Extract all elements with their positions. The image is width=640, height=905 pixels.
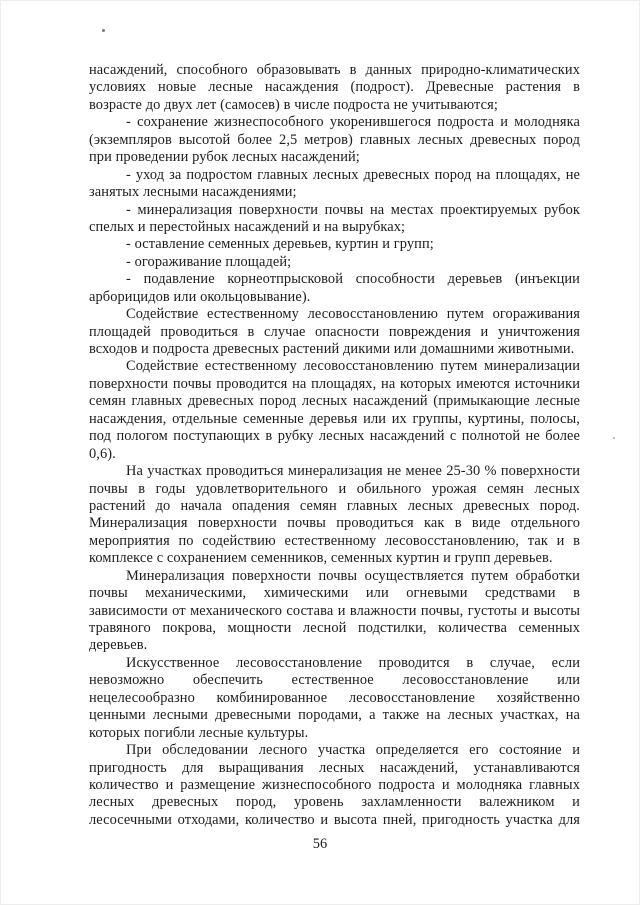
text-line: - сохранение жизнеспособного укоренившегося подроста и молодняка: [126, 114, 580, 131]
text-line: условиях новые лесные насаждения (подрост). Древесные растения в: [89, 79, 580, 96]
text-line: арборицидов или окольцовывание).: [89, 288, 311, 305]
text-line: - подавление корнеотпрысковой способности деревьев (инъекции: [126, 271, 580, 288]
text-line: насаждений, способного образовывать в данных природно-климатических: [89, 62, 580, 78]
scan-speck: [613, 437, 615, 439]
text-line: На участках проводиться минерализация не менее 25-30 % поверхности: [126, 463, 580, 480]
text-line: лесных древесных пород, уровень захламленности валежником и: [89, 794, 580, 811]
text-line: - уход за подростом главных лесных древесных пород на площадях, не: [126, 166, 580, 183]
text-line: количество и размещение жизнеспособного подроста и молодняка главных: [89, 776, 580, 793]
text-line: 0,6).: [89, 445, 116, 462]
text-line: травяного покрова, мощности лесной подстилки, количества семенных: [89, 620, 580, 636]
text-line: возрасте до двух лет (самосев) в числе подроста не учитываются;: [89, 96, 498, 113]
text-line: зависимости от механического состава и влажности почвы, густоты и высоты: [89, 602, 580, 619]
text-line: нецелесообразно комбинированное лесовосстановление хозяйственно: [89, 689, 580, 706]
text-line: насаждения, отдельные семенные деревья или их группы, куртины, полосы,: [89, 410, 580, 427]
text-line: растений до начала опадения семян главных лесных древесных пород.: [89, 497, 580, 514]
text-line: занятых лесными насаждениями;: [89, 184, 297, 201]
text-line: При обследовании лесного участка определяется его состояние и: [126, 742, 580, 759]
page-number: 56: [312, 836, 328, 852]
text-line: деревьев.: [89, 637, 148, 654]
text-line: (экземпляров высотой более 2,5 метров) главных лесных древесных пород: [89, 131, 580, 148]
text-line: - огораживание площадей;: [126, 253, 292, 270]
text-line: почвы в годы удовлетворительного и обильного урожая семян лесных: [89, 480, 580, 497]
text-line: Содействие естественному лесовосстановлению путем минерализации: [126, 358, 580, 375]
text-line: которых погибли лесные культуры.: [89, 724, 309, 741]
text-line: пригодность для выращивания лесных насаждений, устанавливаются: [89, 759, 580, 776]
text-line: Минерализация поверхности почвы осуществляется путем обработки: [126, 567, 580, 584]
text-line: комплексе с сохранением семенников, семенных куртин и групп деревьев.: [89, 550, 553, 567]
text-line: - оставление семенных деревьев, куртин и групп;: [126, 236, 434, 253]
text-line: Минерализация поверхности почвы проводиться как в виде отдельного: [89, 515, 580, 532]
document-body: [89, 62, 580, 829]
text-line: спелых и перестойных насаждений и на вырубках;: [89, 218, 406, 235]
scan-speck: [102, 29, 105, 32]
text-line: невозможно обеспечить естественное лесовосстановление или: [89, 672, 580, 689]
text-line: площадей проводиться в случае опасности повреждения и уничтожения: [89, 323, 580, 340]
text-line: семян главных древесных пород лесных насаждений (примыкающие лесные: [89, 393, 580, 410]
text-line: почвы механическими, химическими или огневыми средствами в: [89, 585, 580, 602]
text-line: ценными лесными древесными породами, а также на лесных участках, на: [89, 707, 580, 724]
text-line: Искусственное лесовосстановление проводится в случае, если: [126, 654, 580, 671]
text-line: лесосечными отходами, количество и высота пней, пригодность участка для: [89, 811, 580, 828]
text-line: всходов и подроста древесных растений дикими или домашними животными.: [89, 341, 575, 357]
text-line: поверхности почвы проводится на площадях, на которых имеются источники: [89, 375, 580, 392]
text-line: Содействие естественному лесовосстановлению путем огораживания: [126, 306, 580, 323]
text-line: при проведении рубок лесных насаждений;: [89, 149, 360, 166]
text-line: - минерализация поверхности почвы на местах проектируемых рубок: [126, 201, 580, 218]
text-line: под пологом поступающих в рубку лесных насаждений с полнотой не более: [89, 428, 580, 445]
text-line: мероприятия по содействию естественному лесовосстановлению, так и в: [89, 532, 580, 549]
